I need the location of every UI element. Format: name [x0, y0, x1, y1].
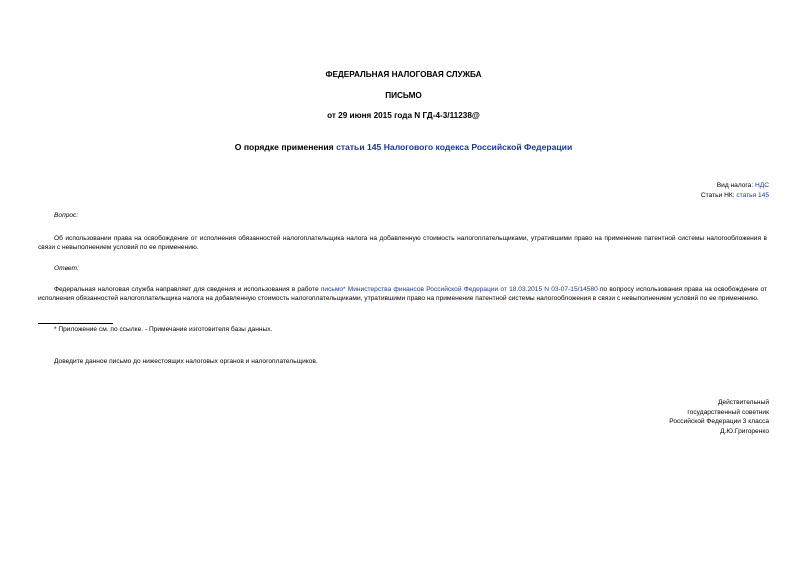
document-type: ПИСЬМО — [385, 91, 422, 100]
articles-line — [469, 192, 769, 201]
signature-line-2: государственный советник — [687, 408, 769, 416]
letter-link[interactable]: письмо — [320, 286, 344, 293]
signature-name: Д.Ю.Григоренко — [720, 427, 769, 435]
signature-line-3: Российской Федерации 3 класса — [669, 418, 769, 426]
closing-text: Доведите данное письмо до нижестоящих налоговых органов и налогоплательщиков. — [54, 358, 318, 365]
tax-type-link[interactable]: НДС — [755, 182, 769, 189]
signature-line-1: Действительный — [717, 399, 769, 406]
minfin-letter-link[interactable]: * Министерства финансов Российской Федерации от 18.03.2015 N 03-07-15/14580 — [343, 286, 598, 293]
article-145-link[interactable]: статьи 145 Налогового кодекса Российской Федерации — [336, 142, 573, 152]
question-label: Вопрос: — [54, 212, 79, 219]
answer-label: Ответ: — [54, 265, 79, 272]
answer-text-before: Федеральная налоговая служба направляет для сведения и использования в работе — [54, 286, 321, 293]
document-title — [0, 142, 807, 154]
document-date-number: от 29 июня 2015 года N ГД-4-3/11238@ — [327, 111, 480, 120]
tax-type-line — [469, 182, 769, 191]
tax-type-label: Вид налога: — [716, 182, 755, 189]
articles-label: Статьи НК: — [700, 192, 737, 199]
question-text: Об использовании права на освобождение от исполнения обязанностей налогоплательщика налога на добавленную стоимость налогоплательщиками, утратившими право на применение патентной системы налогообложения в связи с невыполнением условий по ее применению. — [38, 235, 767, 251]
footnote-divider — [38, 323, 113, 324]
footnote-text: * Приложение см. по ссылке. - Примечание изготовителя базы данных. — [54, 326, 273, 333]
document-title-prefix: О порядке применения — [234, 142, 337, 152]
signature-block — [569, 398, 769, 436]
answer-text — [38, 286, 767, 304]
articles-link[interactable]: статья 145 — [736, 192, 769, 199]
answer-text-after: по вопросу использования права на освобождение от исполнения обязанностей налогоплательщика налога на добавленную стоимость налогоплательщиками, утратившими право на применение патентной системы налогообложения в связи с невыполнением условий по ее применению. — [38, 286, 767, 302]
agency-name: ФЕДЕРАЛЬНАЯ НАЛОГОВАЯ СЛУЖБА — [325, 70, 482, 79]
